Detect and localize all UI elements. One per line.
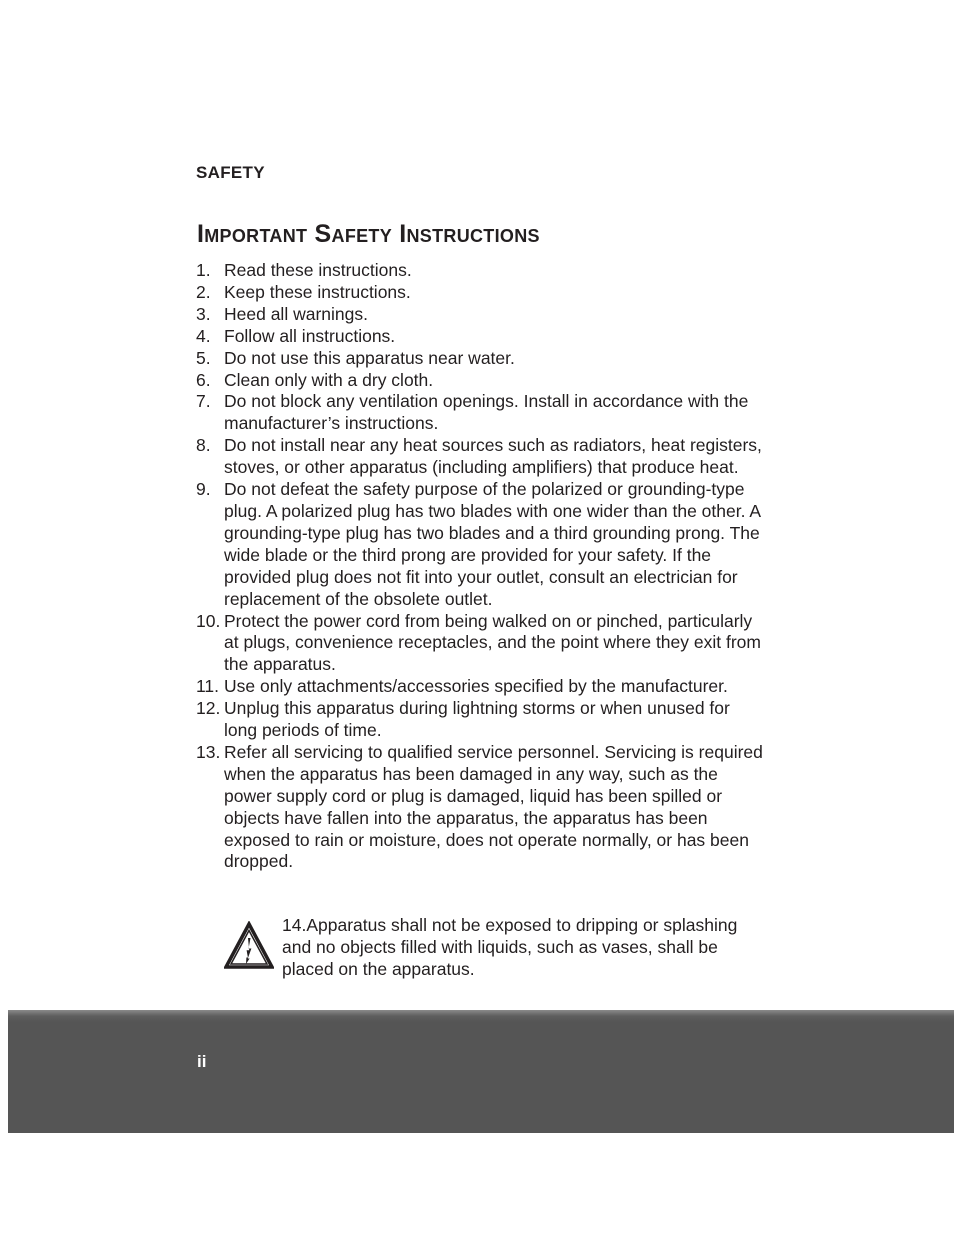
instruction-number: 7.	[196, 391, 211, 412]
instruction-number: 4.	[196, 325, 211, 346]
instruction-text: Clean only with a dry cloth.	[224, 369, 434, 390]
instruction-item	[196, 698, 766, 742]
instruction-text: Follow all instructions.	[224, 325, 396, 346]
instruction-text: Protect the power cord from being walked on or pinched, particularly at plugs, convenience receptacles, and the point where they exit from the apparatus.	[224, 610, 761, 675]
instruction-item	[196, 742, 766, 873]
instruction-text: Unplug this apparatus during lightning storms or when unused for long periods of time.	[224, 698, 730, 741]
safety-instructions-list	[196, 260, 766, 873]
instruction-text: Heed all warnings.	[224, 303, 368, 324]
instruction-item	[196, 348, 766, 370]
instruction-number: 11.	[196, 676, 220, 697]
instruction-text: Do not block any ventilation openings. Install in accordance with the manufacturer’s instructions.	[224, 391, 749, 434]
warning-text: 14.Apparatus shall not be exposed to dripping or splashing and no objects filled with liquids, such as vases, shall be placed on the apparatus.	[282, 915, 738, 979]
instruction-number: 13.	[196, 741, 221, 762]
instruction-item	[196, 282, 766, 304]
instruction-item	[196, 611, 766, 677]
page-number: ii	[197, 1052, 207, 1071]
instruction-text: Use only attachments/accessories specified by the manufacturer.	[224, 676, 728, 697]
instruction-number: 9.	[196, 479, 211, 500]
instruction-number: 10.	[196, 610, 221, 631]
instruction-item	[196, 326, 766, 348]
instruction-item	[196, 391, 766, 435]
instruction-number: 2.	[196, 281, 211, 302]
instruction-text: Keep these instructions.	[224, 281, 411, 302]
liquid-warning-note	[224, 915, 764, 981]
instruction-item	[196, 304, 766, 326]
instruction-number: 6.	[196, 369, 211, 390]
instruction-text: Do not defeat the safety purpose of the polarized or grounding-type plug. A polarized plug has two blades with one wider than the other. A grounding-type plug has two blades and a third grounding prong. The wide blade or the third prong are provided for your safety. If the provided plug does not fit into your outlet, consult an electrician for replacement of the obsolete outlet.	[224, 479, 761, 609]
instruction-text: Read these instructions.	[224, 260, 412, 280]
instruction-text: Refer all servicing to qualified service personnel. Servicing is required when the apparatus has been damaged in any way, such as the power supply cord or plug is damaged, liquid has been spilled or objects have fallen into the apparatus, the apparatus has been exposed to rain or moisture, does not operate normally, or has been dropped.	[224, 741, 763, 872]
instruction-text: Do not install near any heat sources such as radiators, heat registers, stoves, or other apparatus (including amplifiers) that produce heat.	[224, 435, 762, 478]
section-label: SAFETY	[196, 163, 265, 182]
instruction-text: Do not use this apparatus near water.	[224, 347, 515, 368]
instruction-item	[196, 260, 766, 282]
instruction-number: 8.	[196, 435, 211, 456]
instruction-item	[196, 370, 766, 392]
instruction-number: 5.	[196, 347, 211, 368]
instruction-item	[196, 676, 766, 698]
instruction-number: 1.	[196, 260, 211, 280]
instruction-number: 3.	[196, 303, 211, 324]
instruction-item	[196, 479, 766, 610]
instruction-number: 12.	[196, 698, 221, 719]
footer-band	[8, 1010, 954, 1133]
page-title: Important Safety Instructions	[197, 220, 540, 248]
electrical-hazard-warning-icon	[224, 921, 274, 971]
instruction-item	[196, 435, 766, 479]
